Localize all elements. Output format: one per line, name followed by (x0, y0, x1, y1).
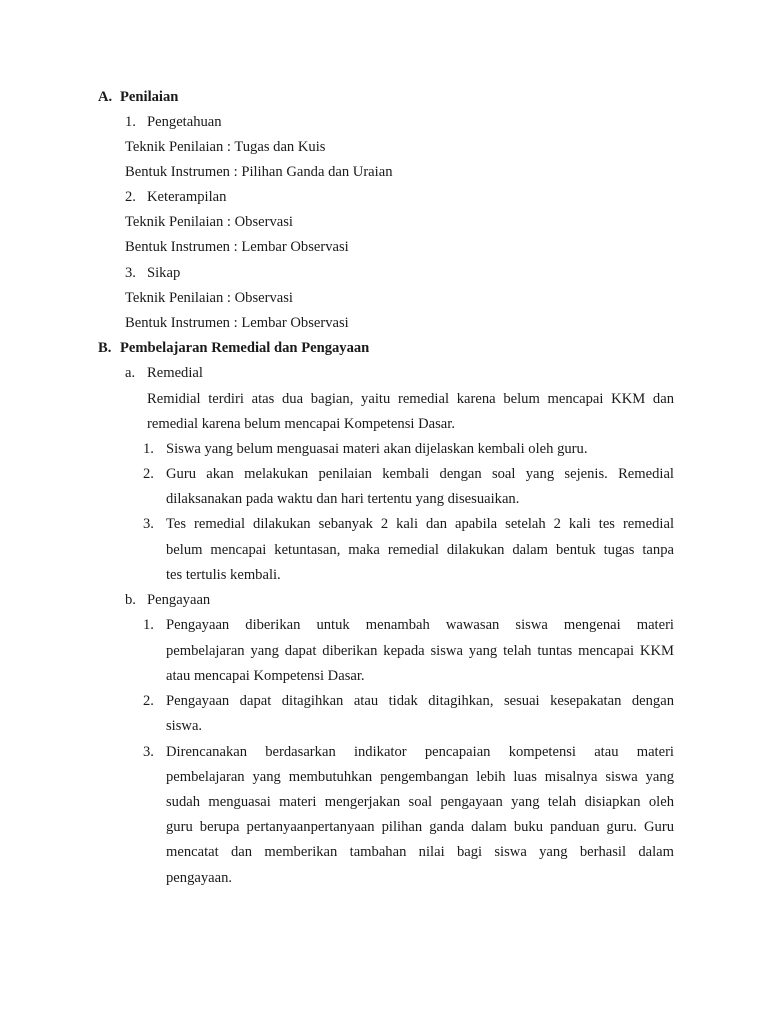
remedial-item-1-marker: 1. (143, 441, 154, 457)
section-b-title: Pembelajaran Remedial dan Pengayaan (120, 340, 370, 356)
item-a3-marker: 3. (125, 265, 136, 281)
pengayaan-item-2-marker: 2. (143, 693, 154, 709)
pengayaan-item-1-line-2: pembelajaran yang dapat diberikan kepada siswa yang telah tuntas mencapai KKM (166, 643, 674, 659)
item-a1-teknik: Teknik Penilaian : Tugas dan Kuis (125, 139, 326, 155)
remedial-item-2-line-1: Guru akan melakukan penilaian kembali dengan soal yang sejenis. Remedial (166, 466, 674, 482)
pengayaan-item-3-line-4: guru berupa pertanyaanpertanyaan pilihan ganda dalam buku panduan guru. Guru (166, 819, 674, 835)
section-a-title: Penilaian (120, 89, 179, 105)
remedial-intro-line-1: Remidial terdiri atas dua bagian, yaitu remedial karena belum mencapai KKM dan (147, 391, 674, 407)
pengayaan-item-3-line-6: pengayaan. (166, 870, 233, 886)
item-a2-bentuk: Bentuk Instrumen : Lembar Observasi (125, 239, 349, 255)
pengayaan-item-2-line-1: Pengayaan dapat ditagihkan atau tidak ditagihkan, sesuai kesepakatan dengan (166, 693, 674, 709)
pengayaan-marker: b. (125, 592, 136, 608)
pengayaan-item-3-line-2: pembelajaran yang membutuhkan pengembangan lebih luas misalnya siswa yang (166, 769, 674, 785)
pengayaan-item-3-line-1: Direncanakan berdasarkan indikator pencapaian kompetensi atau materi (166, 744, 674, 760)
item-a3-title: Sikap (147, 265, 181, 281)
remedial-title: Remedial (147, 365, 203, 381)
item-a3-teknik: Teknik Penilaian : Observasi (125, 290, 293, 306)
item-a3-bentuk: Bentuk Instrumen : Lembar Observasi (125, 315, 349, 331)
item-a2-teknik: Teknik Penilaian : Observasi (125, 214, 293, 230)
pengayaan-item-3-line-3: sudah menguasai materi mengerjakan soal pengayaan yang telah disiapkan oleh (166, 794, 674, 810)
section-a-marker: A. (98, 89, 113, 105)
pengayaan-item-1-marker: 1. (143, 617, 154, 633)
item-a1-marker: 1. (125, 114, 136, 130)
pengayaan-item-3-line-5: mencatat dan memberikan tambahan nilai bagi siswa yang berhasil dalam (166, 844, 674, 860)
remedial-item-1-line-1: Siswa yang belum menguasai materi akan dijelaskan kembali oleh guru. (166, 441, 588, 457)
item-a1-bentuk: Bentuk Instrumen : Pilihan Ganda dan Uraian (125, 164, 393, 180)
remedial-item-3-line-1: Tes remedial dilakukan sebanyak 2 kali dan apabila setelah 2 kali tes remedial (166, 516, 674, 532)
section-b-marker: B. (98, 340, 112, 356)
remedial-item-3-line-3: tes tertulis kembali. (166, 567, 281, 583)
pengayaan-item-1-line-1: Pengayaan diberikan untuk menambah wawasan siswa mengenai materi (166, 617, 674, 633)
pengayaan-item-1-line-3: atau mencapai Kompetensi Dasar. (166, 668, 365, 684)
remedial-item-3-line-2: belum mencapai ketuntasan, maka remedial dilakukan dalam bentuk tugas tanpa (166, 542, 674, 558)
pengayaan-item-2-line-2: siswa. (166, 718, 203, 734)
remedial-item-2-line-2: dilaksanakan pada waktu dan hari tertentu yang disesuaikan. (166, 491, 520, 507)
remedial-intro-line-2: remedial karena belum mencapai Kompetensi Dasar. (147, 416, 455, 432)
remedial-item-3-marker: 3. (143, 516, 154, 532)
item-a1-title: Pengetahuan (147, 114, 222, 130)
pengayaan-item-3-marker: 3. (143, 744, 154, 760)
item-a2-marker: 2. (125, 189, 136, 205)
remedial-item-2-marker: 2. (143, 466, 154, 482)
item-a2-title: Keterampilan (147, 189, 227, 205)
remedial-marker: a. (125, 365, 136, 381)
pengayaan-title: Pengayaan (147, 592, 211, 608)
